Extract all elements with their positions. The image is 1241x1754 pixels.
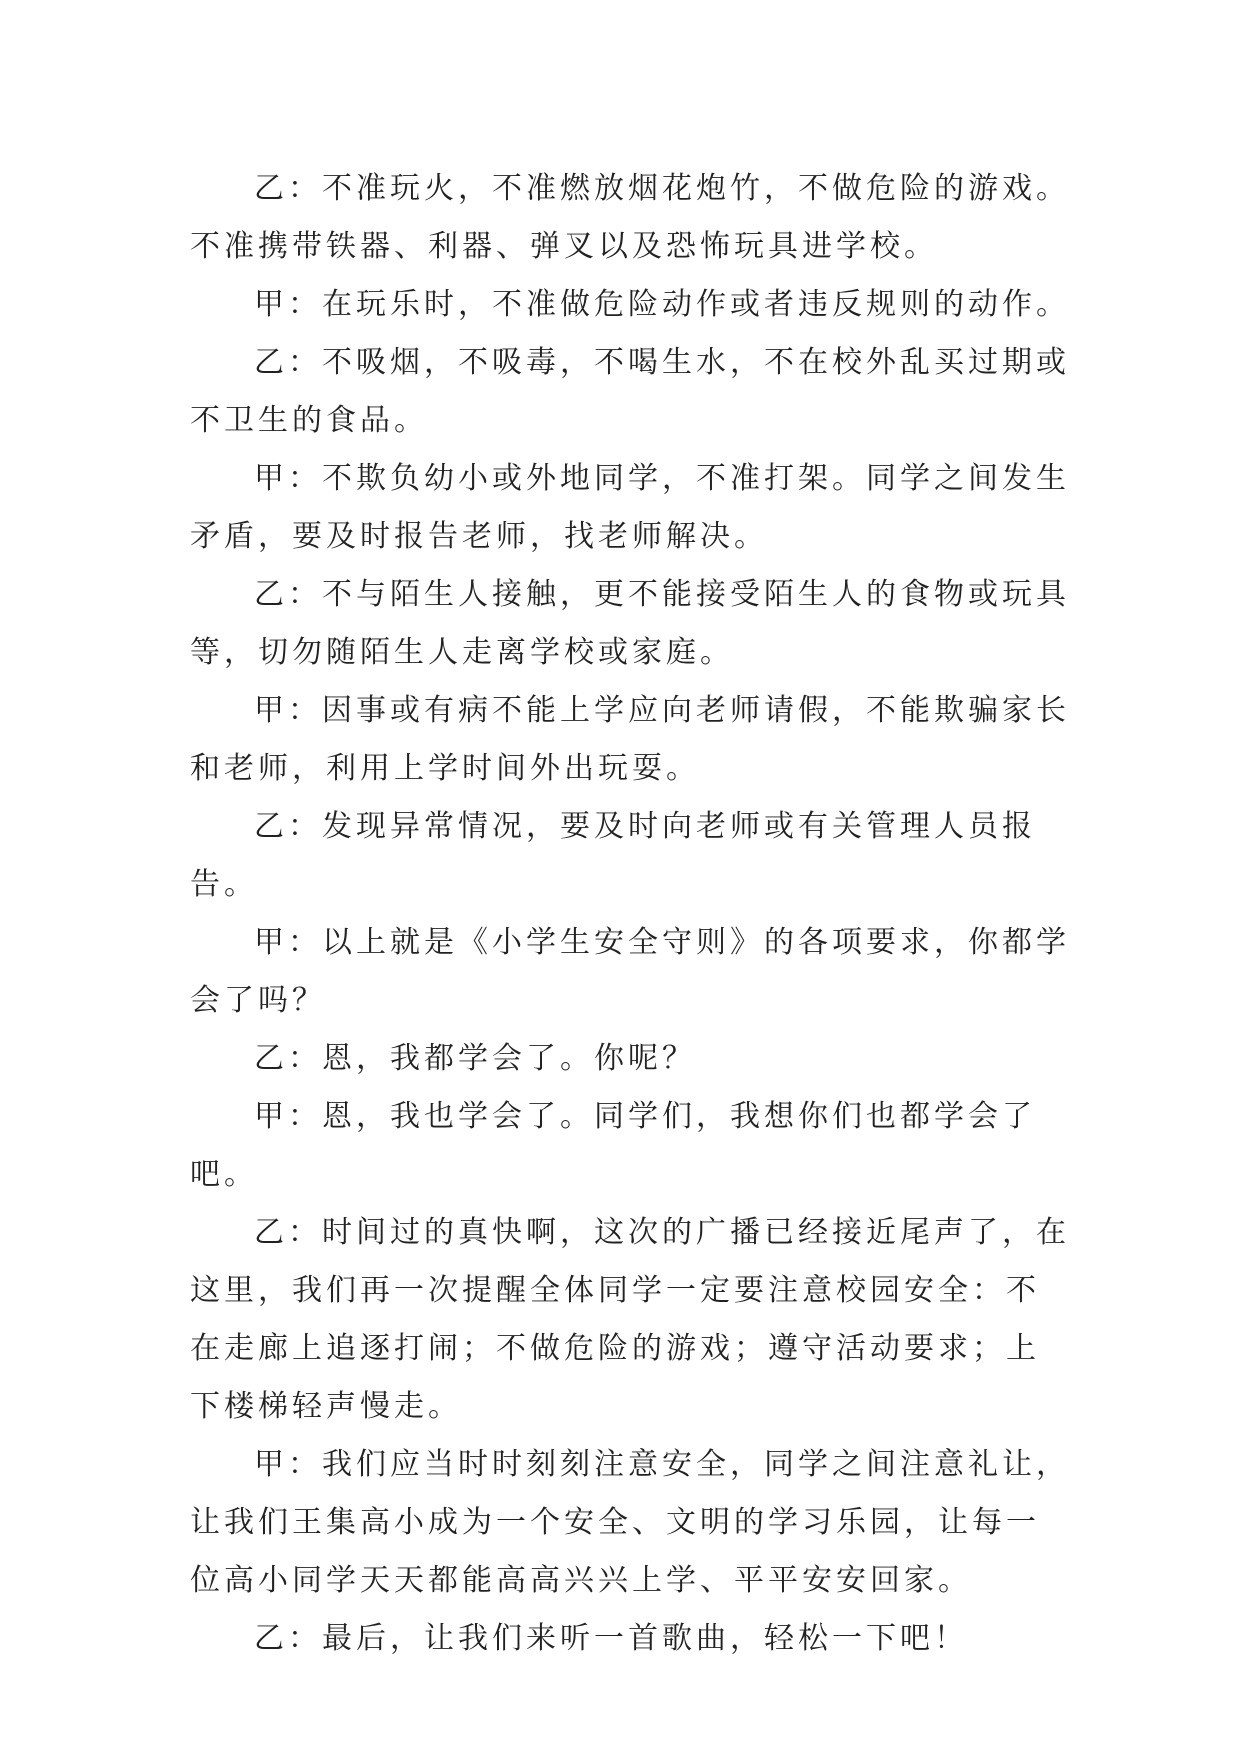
dialogue-paragraph: 乙：不与陌生人接触，更不能接受陌生人的食物或玩具等，切勿随陌生人走离学校或家庭。 [190, 577, 1070, 670]
dialogue-paragraph: 乙：时间过的真快啊，这次的广播已经接近尾声了，在这里，我们再一次提醒全体同学一定要注意校园安全：不在走廊上追逐打闹；不做危险的游戏；遵守活动要求；上下楼梯轻声慢走。 [190, 1215, 1070, 1424]
dialogue-paragraph: 乙：发现异常情况，要及时向老师或有关管理人员报告。 [190, 809, 1036, 902]
dialogue-paragraph: 乙：不吸烟，不吸毒，不喝生水，不在校外乱买过期或不卫生的食品。 [190, 345, 1070, 438]
dialogue-paragraph: 甲：在玩乐时，不准做危险动作或者违反规则的动作。 [254, 287, 1070, 322]
dialogue-paragraph: 乙：恩，我都学会了。你呢？ [254, 1041, 696, 1076]
dialogue-paragraph: 乙：最后，让我们来听一首歌曲，轻松一下吧！ [254, 1621, 968, 1656]
dialogue-paragraph: 甲：我们应当时时刻刻注意安全，同学之间注意礼让，让我们王集高小成为一个安全、文明的学习乐园，让每一位高小同学天天都能高高兴兴上学、平平安安回家。 [190, 1447, 1070, 1598]
dialogue-paragraph: 乙：不准玩火，不准燃放烟花炮竹，不做危险的游戏。不准携带铁器、利器、弹叉以及恐怖玩具进学校。 [190, 171, 1070, 264]
document-body [190, 160, 1070, 1668]
dialogue-paragraph: 甲：恩，我也学会了。同学们，我想你们也都学会了吧。 [190, 1099, 1036, 1192]
dialogue-paragraph: 甲：以上就是《小学生安全守则》的各项要求，你都学会了吗？ [190, 925, 1070, 1018]
dialogue-paragraph: 甲：因事或有病不能上学应向老师请假，不能欺骗家长和老师，利用上学时间外出玩耍。 [190, 693, 1070, 786]
dialogue-paragraph: 甲：不欺负幼小或外地同学，不准打架。同学之间发生矛盾，要及时报告老师，找老师解决。 [190, 461, 1070, 554]
